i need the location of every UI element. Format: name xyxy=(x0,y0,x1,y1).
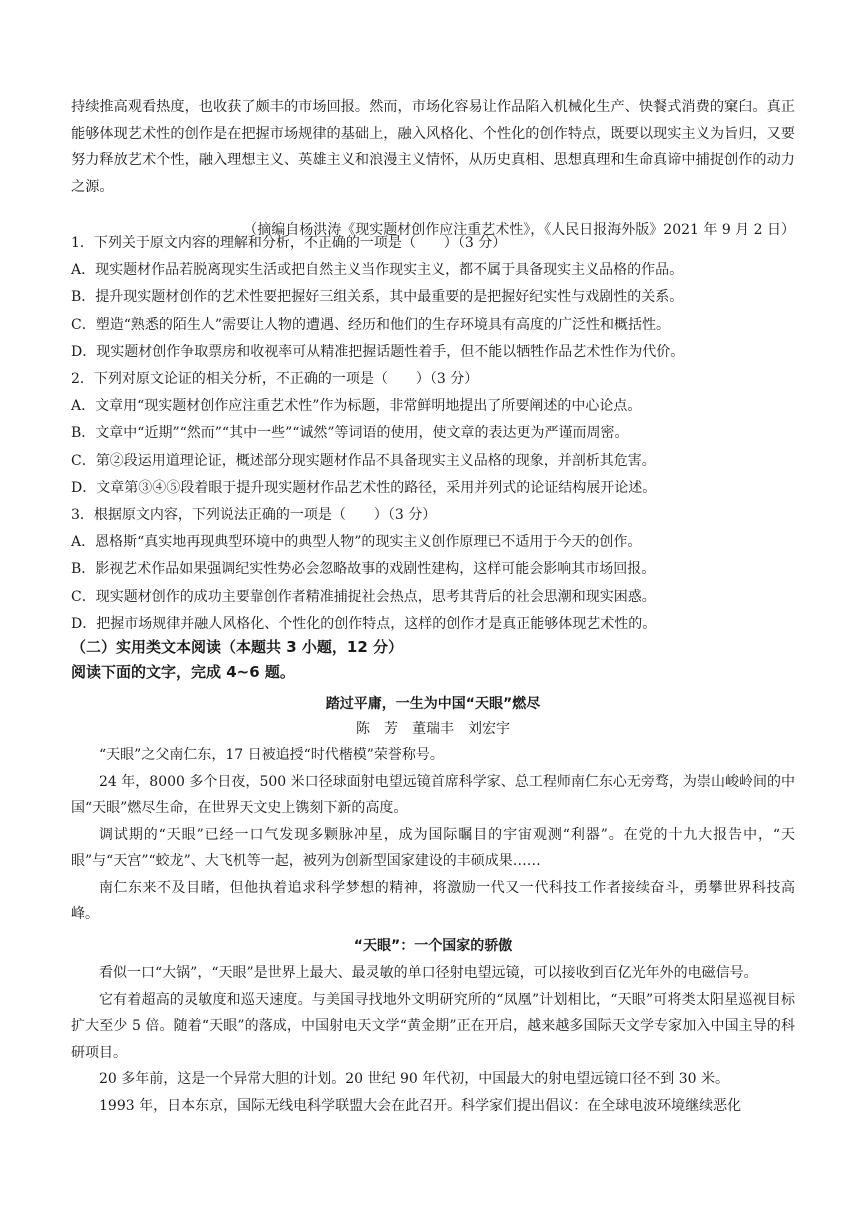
article-authors: 陈 芳 董瑞丰 刘宏宇 xyxy=(356,721,510,737)
section-instruction: 阅读下面的文字，完成 4~6 题。 xyxy=(71,663,295,681)
questions-block xyxy=(71,230,795,638)
question-option: D．现实题材创作争取票房和收视率可从精准把握话题性着手，但不能以牺牲作品艺术性作为代价。 xyxy=(71,343,685,360)
question-option: B．影视艺术作品如果强调纪实性势必会忽略故事的戏剧性建构，这样可能会影响其市场回报。 xyxy=(71,561,656,578)
question-2 xyxy=(71,366,795,502)
article-body-1 xyxy=(71,742,795,928)
intro-paragraph: 持续推高观看热度，也收获了颇丰的市场回报。然而，市场化容易让作品陷入机械化生产、快餐式消费的窠臼。真正能够体现艺术性的创作是在把握市场规律的基础上，融入风格化、个性化的创作特点，既要以现实主义为旨归，又要努力释放艺术个性，融入理想主义、英雄主义和浪漫主义情怀，从历史真相、思想真理和生命真谛中捕捉创作的动力之源。 xyxy=(71,99,795,195)
question-option: C．现实题材创作的成功主要靠创作者精准捕捉社会热点，思考其背后的社会思潮和现实困惑。 xyxy=(71,588,656,605)
question-option: B．文章中“近期”“然而”“其中一些”“诚然”等词语的使用，使文章的表达更为严谨而周密。 xyxy=(71,425,629,442)
article-paragraph: 南仁东来不及目睹，但他执着追求科学梦想的精神，将激励一代又一代科技工作者接续奋斗，勇攀世界科技高峰。 xyxy=(71,879,795,922)
article-paragraph: 1993 年，日本东京，国际无线电科学联盟大会在此召开。科学家们提出倡议：在全球电波环境继续恶化 xyxy=(99,1097,742,1114)
article-paragraph: 20 多年前，这是一个异常大胆的计划。20 世纪 90 年代初，中国最大的射电望远镜口径不到 30 米。 xyxy=(99,1071,729,1087)
question-3 xyxy=(71,502,795,638)
question-option: C．第②段运用道理论证，概述部分现实题材作品不具备现实主义品格的现象，并剖析其危害。 xyxy=(71,452,656,469)
article-subheading: “天眼”：一个国家的骄傲 xyxy=(353,938,513,954)
source-note: （摘编自杨洪涛《现实题材创作应注重艺术性》，《人民日报海外版》2021 年 9 月 2 日） xyxy=(243,222,795,238)
article-paragraph: 它有着超高的灵敏度和巡天速度。与美国寻找地外文明研究所的“凤凰”计划相比，“天眼”可将类太阳星巡视目标扩大至少 5 倍。随着“天眼”的落成，中国射电天文学“黄金期”正在开启，越来越多国际天文学专家加入中国主导的科研项目。 xyxy=(71,991,795,1061)
question-option: D．文章第③④⑤段着眼于提升现实题材作品艺术性的路径，采用并列式的论证结构展开论述。 xyxy=(71,479,657,496)
article-body-2 xyxy=(71,960,795,1119)
article-title: 踏过平庸，一生为中国“天眼”燃尽 xyxy=(325,696,541,712)
question-option: C．塑造“熟悉的陌生人”需要让人物的遭遇、经历和他们的生存环境具有高度的广泛性和概括性。 xyxy=(71,316,671,333)
question-stem: 3．根据原文内容，下列说法正确的一项是（ ）（3 分） xyxy=(71,507,437,524)
article-paragraph: “天眼”之父南仁东，17 日被追授“时代楷模”荣誉称号。 xyxy=(99,747,444,763)
article-paragraph: 调试期的“天眼”已经一口气发现多颗脉冲星，成为国际瞩目的宇宙观测“利器”。在党的十九大报告中，“天眼”与“天宫”“蛟龙”、大飞机等一起，被列为创新型国家建设的丰硕成果…… xyxy=(71,826,795,869)
article-paragraph: 24 年，8000 多个日夜，500 米口径球面射电望远镜首席科学家、总工程师南仁东心无旁骛，为崇山峻岭间的中国“天眼”燃尽生命，在世界天文史上镌刻下新的高度。 xyxy=(71,773,795,816)
question-stem: 1．下列关于原文内容的理解和分析，不正确的一项是（ ）（3 分） xyxy=(71,235,507,251)
question-option: B．提升现实题材创作的艺术性要把握好三组关系，其中最重要的是把握好纪实性与戏剧性的关系。 xyxy=(71,289,684,306)
question-option: D．把握市场规律并融人风格化、个性化的创作特点，这样的创作才是真正能够体现艺术性的。 xyxy=(71,615,657,632)
section-header xyxy=(71,635,795,685)
question-option: A．现实题材作品若脱离现实生活或把自然主义当作现实主义，都不属于具备现实主义品格的作品。 xyxy=(71,262,684,279)
section-heading: （二）实用类文本阅读（本题共 3 小题，12 分） xyxy=(71,638,403,656)
question-option: A．文章用“现实题材创作应注重艺术性”作为标题，非常鲜明地提出了所要阐述的中心论点。 xyxy=(71,398,642,415)
question-1 xyxy=(71,230,795,366)
article-paragraph: 看似一口“大锅”，“天眼”是世界上最大、最灵敏的单口径射电望远镜，可以接收到百亿光年外的电磁信号。 xyxy=(99,965,758,981)
question-stem: 2．下列对原文论证的相关分析，不正确的一项是（ ）（3 分） xyxy=(71,371,479,388)
question-option: A．恩格斯“真实地再现典型环境中的典型人物”的现实主义创作原理已不适用于今天的创作。 xyxy=(71,534,642,551)
